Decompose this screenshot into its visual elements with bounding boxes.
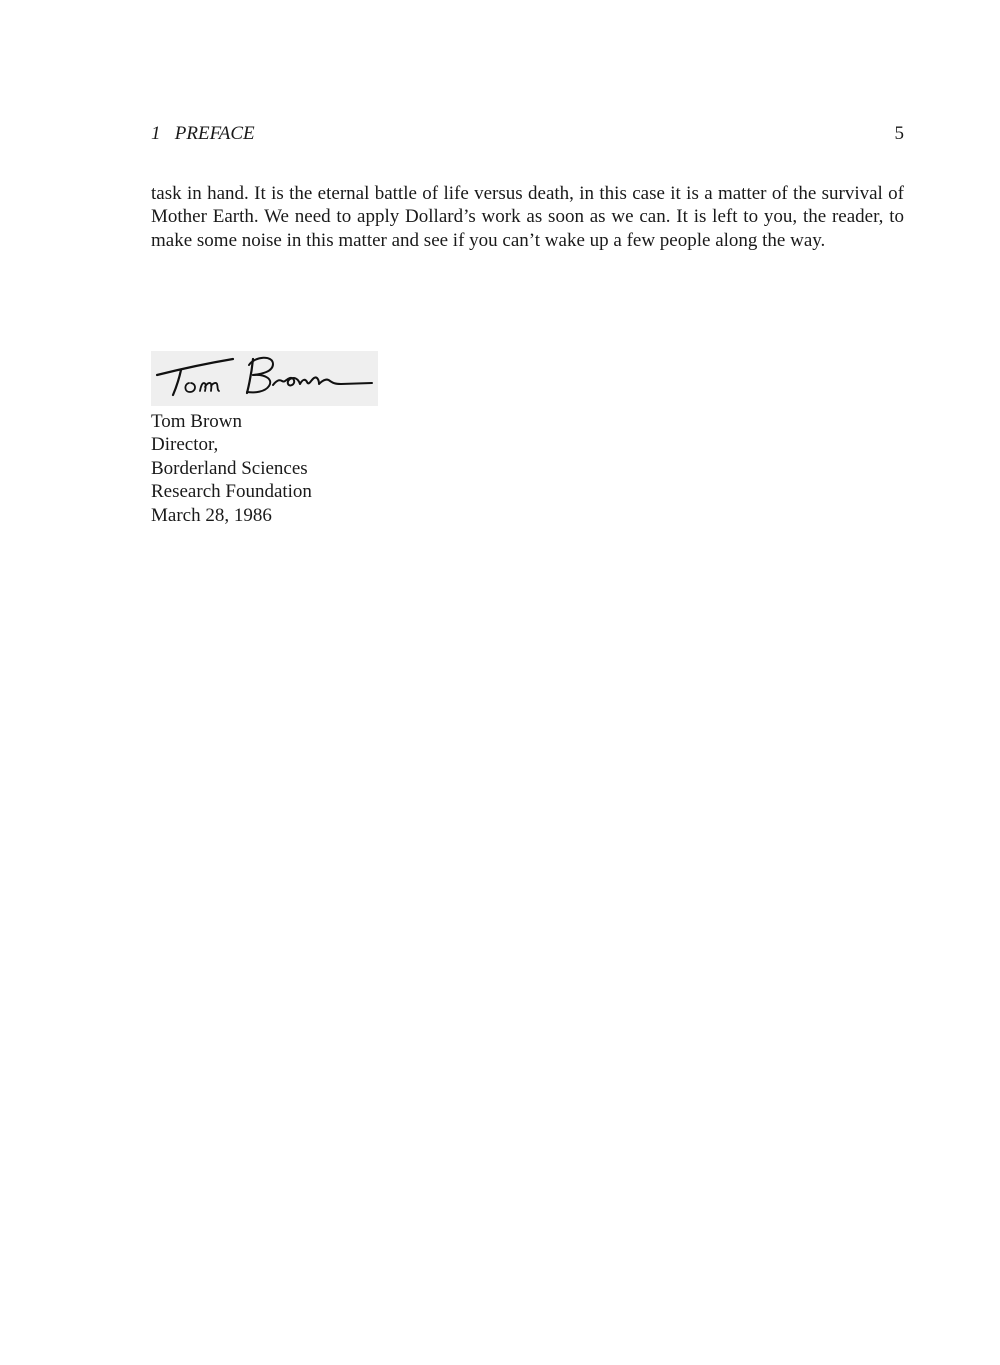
signature-date: March 28, 1986 (151, 504, 272, 526)
signature-block (151, 410, 312, 527)
signer-name: Tom Brown (151, 411, 243, 432)
signer-title: Director, (151, 434, 219, 456)
handwritten-signature (151, 351, 378, 406)
page-number: 5 (894, 123, 904, 144)
running-header (151, 123, 904, 147)
body-paragraph: task in hand. It is the eternal battle of life versus death, in this case it is a matter of the survival of Mother Earth. We need to apply Dollard’s work as soon as we can. It is left to you, the reader, to make some noise in this matter and see if you can’t wake up a few people along the way. (151, 183, 904, 251)
signature-image (151, 351, 378, 406)
organization-line-2: Research Foundation (151, 481, 312, 503)
section-title: 1 PREFACE (151, 123, 255, 144)
organization-line-1: Borderland Sciences (151, 457, 308, 479)
